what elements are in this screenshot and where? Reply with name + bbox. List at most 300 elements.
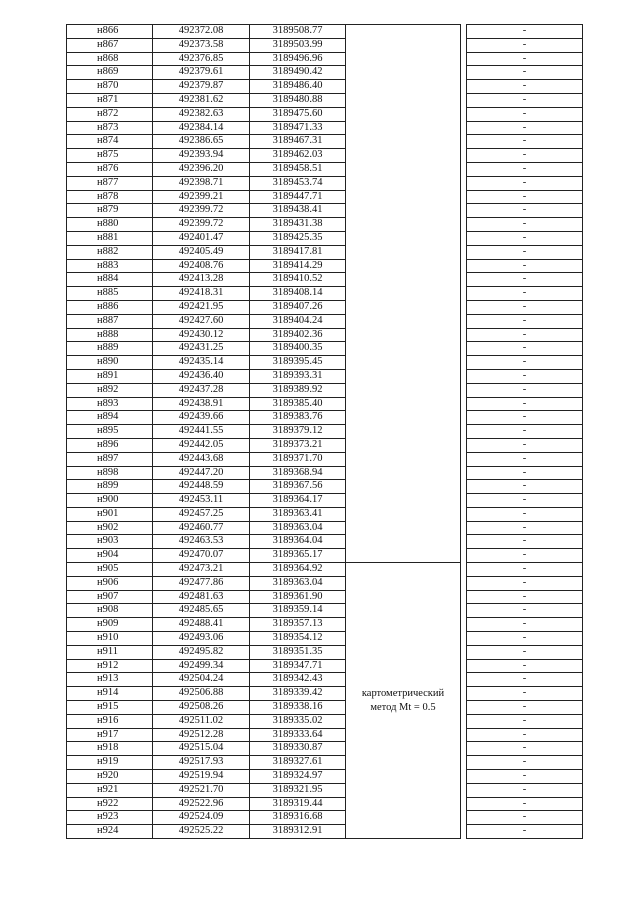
accuracy-dash-cell: - [467, 783, 583, 797]
y-coordinate-cell: 3189408.14 [250, 287, 346, 301]
table-row [67, 507, 583, 521]
y-coordinate-cell: 3189371.70 [250, 452, 346, 466]
y-coordinate-cell: 3189490.42 [250, 66, 346, 80]
y-coordinate-cell: 3189365.17 [250, 549, 346, 563]
table-row [67, 121, 583, 135]
point-number-cell: н885 [67, 287, 153, 301]
x-coordinate-cell: 492463.53 [153, 535, 250, 549]
table-row [67, 190, 583, 204]
table-row [67, 687, 583, 701]
y-coordinate-cell: 3189425.35 [250, 231, 346, 245]
accuracy-dash-cell: - [467, 535, 583, 549]
accuracy-dash-cell: - [467, 121, 583, 135]
point-number-cell: н912 [67, 659, 153, 673]
table-row [67, 673, 583, 687]
accuracy-dash-cell: - [467, 797, 583, 811]
table-row [67, 231, 583, 245]
x-coordinate-cell: 492453.11 [153, 494, 250, 508]
table-row [67, 797, 583, 811]
accuracy-dash-cell: - [467, 825, 583, 839]
y-coordinate-cell: 3189400.35 [250, 342, 346, 356]
x-coordinate-cell: 492485.65 [153, 604, 250, 618]
x-coordinate-cell: 492508.26 [153, 701, 250, 715]
y-coordinate-cell: 3189458.51 [250, 162, 346, 176]
x-coordinate-cell: 492477.86 [153, 576, 250, 590]
table-row [67, 742, 583, 756]
x-coordinate-cell: 492506.88 [153, 687, 250, 701]
accuracy-dash-cell: - [467, 742, 583, 756]
y-coordinate-cell: 3189359.14 [250, 604, 346, 618]
table-row [67, 549, 583, 563]
point-number-cell: н908 [67, 604, 153, 618]
point-number-cell: н896 [67, 438, 153, 452]
y-coordinate-cell: 3189467.31 [250, 135, 346, 149]
point-number-cell: н876 [67, 162, 153, 176]
y-coordinate-cell: 3189438.41 [250, 204, 346, 218]
y-coordinate-cell: 3189383.76 [250, 411, 346, 425]
y-coordinate-cell: 3189462.03 [250, 149, 346, 163]
accuracy-dash-cell: - [467, 618, 583, 632]
x-coordinate-cell: 492442.05 [153, 438, 250, 452]
accuracy-dash-cell: - [467, 632, 583, 646]
x-coordinate-cell: 492399.21 [153, 190, 250, 204]
table-row [67, 438, 583, 452]
table-row [67, 756, 583, 770]
y-coordinate-cell: 3189389.92 [250, 383, 346, 397]
point-number-cell: н913 [67, 673, 153, 687]
y-coordinate-cell: 3189503.99 [250, 38, 346, 52]
table-row [67, 563, 583, 577]
table-row [67, 162, 583, 176]
y-coordinate-cell: 3189373.21 [250, 438, 346, 452]
point-number-cell: н910 [67, 632, 153, 646]
table-row [67, 714, 583, 728]
y-coordinate-cell: 3189508.77 [250, 25, 346, 39]
x-coordinate-cell: 492382.63 [153, 107, 250, 121]
y-coordinate-cell: 3189385.40 [250, 397, 346, 411]
y-coordinate-cell: 3189321.95 [250, 783, 346, 797]
x-coordinate-cell: 492443.68 [153, 452, 250, 466]
point-number-cell: н904 [67, 549, 153, 563]
point-number-cell: н893 [67, 397, 153, 411]
y-coordinate-cell: 3189471.33 [250, 121, 346, 135]
coordinates-sheet [66, 24, 582, 839]
y-coordinate-cell: 3189404.24 [250, 314, 346, 328]
accuracy-dash-cell: - [467, 466, 583, 480]
x-coordinate-cell: 492436.40 [153, 369, 250, 383]
point-number-cell: н906 [67, 576, 153, 590]
y-coordinate-cell: 3189357.13 [250, 618, 346, 632]
x-coordinate-cell: 492457.25 [153, 507, 250, 521]
y-coordinate-cell: 3189410.52 [250, 273, 346, 287]
accuracy-dash-cell: - [467, 204, 583, 218]
point-number-cell: н868 [67, 52, 153, 66]
x-coordinate-cell: 492386.65 [153, 135, 250, 149]
table-row [67, 314, 583, 328]
point-number-cell: н875 [67, 149, 153, 163]
table-row [67, 176, 583, 190]
point-number-cell: н920 [67, 770, 153, 784]
point-number-cell: н884 [67, 273, 153, 287]
accuracy-dash-cell: - [467, 480, 583, 494]
point-number-cell: н869 [67, 66, 153, 80]
accuracy-dash-cell: - [467, 494, 583, 508]
x-coordinate-cell: 492504.24 [153, 673, 250, 687]
accuracy-dash-cell: - [467, 811, 583, 825]
table-row [67, 452, 583, 466]
x-coordinate-cell: 492460.77 [153, 521, 250, 535]
accuracy-dash-cell: - [467, 701, 583, 715]
table-row [67, 66, 583, 80]
y-coordinate-cell: 3189393.31 [250, 369, 346, 383]
y-coordinate-cell: 3189347.71 [250, 659, 346, 673]
accuracy-dash-cell: - [467, 438, 583, 452]
accuracy-dash-cell: - [467, 397, 583, 411]
x-coordinate-cell: 492525.22 [153, 825, 250, 839]
y-coordinate-cell: 3189367.56 [250, 480, 346, 494]
point-number-cell: н874 [67, 135, 153, 149]
accuracy-dash-cell: - [467, 300, 583, 314]
x-coordinate-cell: 492401.47 [153, 231, 250, 245]
x-coordinate-cell: 492379.61 [153, 66, 250, 80]
table-row [67, 356, 583, 370]
y-coordinate-cell: 3189402.36 [250, 328, 346, 342]
y-coordinate-cell: 3189333.64 [250, 728, 346, 742]
accuracy-dash-cell: - [467, 563, 583, 577]
accuracy-dash-cell: - [467, 411, 583, 425]
point-number-cell: н891 [67, 369, 153, 383]
x-coordinate-cell: 492512.28 [153, 728, 250, 742]
point-number-cell: н907 [67, 590, 153, 604]
point-number-cell: н873 [67, 121, 153, 135]
x-coordinate-cell: 492521.70 [153, 783, 250, 797]
accuracy-dash-cell: - [467, 425, 583, 439]
table-row [67, 480, 583, 494]
y-coordinate-cell: 3189364.92 [250, 563, 346, 577]
x-coordinate-cell: 492515.04 [153, 742, 250, 756]
x-coordinate-cell: 492376.85 [153, 52, 250, 66]
accuracy-dash-cell: - [467, 135, 583, 149]
table-row [67, 107, 583, 121]
accuracy-dash-cell: - [467, 369, 583, 383]
x-coordinate-cell: 492379.87 [153, 80, 250, 94]
table-row [67, 204, 583, 218]
accuracy-dash-cell: - [467, 176, 583, 190]
y-coordinate-cell: 3189361.90 [250, 590, 346, 604]
x-coordinate-cell: 492437.28 [153, 383, 250, 397]
accuracy-dash-cell: - [467, 107, 583, 121]
y-coordinate-cell: 3189407.26 [250, 300, 346, 314]
y-coordinate-cell: 3189414.29 [250, 259, 346, 273]
table-row [67, 38, 583, 52]
table-row [67, 604, 583, 618]
point-number-cell: н916 [67, 714, 153, 728]
y-coordinate-cell: 3189395.45 [250, 356, 346, 370]
y-coordinate-cell: 3189319.44 [250, 797, 346, 811]
point-number-cell: н881 [67, 231, 153, 245]
x-coordinate-cell: 492418.31 [153, 287, 250, 301]
table-row [67, 135, 583, 149]
y-coordinate-cell: 3189363.41 [250, 507, 346, 521]
point-number-cell: н909 [67, 618, 153, 632]
table-row [67, 93, 583, 107]
accuracy-dash-cell: - [467, 259, 583, 273]
accuracy-dash-cell: - [467, 231, 583, 245]
point-number-cell: н872 [67, 107, 153, 121]
table-row [67, 783, 583, 797]
point-number-cell: н879 [67, 204, 153, 218]
accuracy-dash-cell: - [467, 383, 583, 397]
table-row [67, 728, 583, 742]
table-row [67, 701, 583, 715]
y-coordinate-cell: 3189379.12 [250, 425, 346, 439]
point-number-cell: н899 [67, 480, 153, 494]
accuracy-dash-cell: - [467, 273, 583, 287]
y-coordinate-cell: 3189447.71 [250, 190, 346, 204]
table-row [67, 535, 583, 549]
x-coordinate-cell: 492522.96 [153, 797, 250, 811]
table-row [67, 52, 583, 66]
point-number-cell: н898 [67, 466, 153, 480]
x-coordinate-cell: 492438.91 [153, 397, 250, 411]
point-number-cell: н905 [67, 563, 153, 577]
y-coordinate-cell: 3189354.12 [250, 632, 346, 646]
y-coordinate-cell: 3189330.87 [250, 742, 346, 756]
accuracy-dash-cell: - [467, 328, 583, 342]
table-row [67, 425, 583, 439]
x-coordinate-cell: 492511.02 [153, 714, 250, 728]
y-coordinate-cell: 3189364.17 [250, 494, 346, 508]
x-coordinate-cell: 492517.93 [153, 756, 250, 770]
accuracy-dash-cell: - [467, 756, 583, 770]
accuracy-dash-cell: - [467, 162, 583, 176]
x-coordinate-cell: 492413.28 [153, 273, 250, 287]
table-row [67, 149, 583, 163]
x-coordinate-cell: 492481.63 [153, 590, 250, 604]
accuracy-dash-cell: - [467, 521, 583, 535]
x-coordinate-cell: 492473.21 [153, 563, 250, 577]
point-number-cell: н895 [67, 425, 153, 439]
x-coordinate-cell: 492439.66 [153, 411, 250, 425]
table-row [67, 825, 583, 839]
x-coordinate-cell: 492372.08 [153, 25, 250, 39]
y-coordinate-cell: 3189338.16 [250, 701, 346, 715]
point-number-cell: н897 [67, 452, 153, 466]
y-coordinate-cell: 3189312.91 [250, 825, 346, 839]
table-row [67, 590, 583, 604]
point-number-cell: н890 [67, 356, 153, 370]
x-coordinate-cell: 492384.14 [153, 121, 250, 135]
accuracy-dash-cell: - [467, 673, 583, 687]
table-row [67, 342, 583, 356]
y-coordinate-cell: 3189453.74 [250, 176, 346, 190]
accuracy-dash-cell: - [467, 38, 583, 52]
accuracy-dash-cell: - [467, 93, 583, 107]
point-number-cell: н921 [67, 783, 153, 797]
x-coordinate-cell: 492488.41 [153, 618, 250, 632]
point-number-cell: н878 [67, 190, 153, 204]
accuracy-dash-cell: - [467, 80, 583, 94]
table-row [67, 369, 583, 383]
table-row [67, 770, 583, 784]
x-coordinate-cell: 492396.20 [153, 162, 250, 176]
point-number-cell: н883 [67, 259, 153, 273]
table-row [67, 494, 583, 508]
table-row [67, 618, 583, 632]
accuracy-dash-cell: - [467, 549, 583, 563]
table-row [67, 218, 583, 232]
y-coordinate-cell: 3189368.94 [250, 466, 346, 480]
point-number-cell: н892 [67, 383, 153, 397]
y-coordinate-cell: 3189363.04 [250, 521, 346, 535]
point-number-cell: н889 [67, 342, 153, 356]
method-line-1: картометрический [361, 687, 445, 699]
point-number-cell: н919 [67, 756, 153, 770]
accuracy-dash-cell: - [467, 356, 583, 370]
accuracy-dash-cell: - [467, 604, 583, 618]
y-coordinate-cell: 3189480.88 [250, 93, 346, 107]
table-row [67, 466, 583, 480]
point-number-cell: н918 [67, 742, 153, 756]
table-row [67, 383, 583, 397]
point-number-cell: н887 [67, 314, 153, 328]
point-number-cell: н915 [67, 701, 153, 715]
coordinates-table [66, 24, 583, 839]
x-coordinate-cell: 492393.94 [153, 149, 250, 163]
y-coordinate-cell: 3189417.81 [250, 245, 346, 259]
point-number-cell: н866 [67, 25, 153, 39]
y-coordinate-cell: 3189351.35 [250, 645, 346, 659]
method-cell [346, 563, 461, 839]
table-row [67, 273, 583, 287]
point-number-cell: н923 [67, 811, 153, 825]
x-coordinate-cell: 492441.55 [153, 425, 250, 439]
point-number-cell: н900 [67, 494, 153, 508]
point-number-cell: н917 [67, 728, 153, 742]
table-row [67, 259, 583, 273]
y-coordinate-cell: 3189316.68 [250, 811, 346, 825]
table-row [67, 411, 583, 425]
accuracy-dash-cell: - [467, 576, 583, 590]
table-row [67, 80, 583, 94]
accuracy-dash-cell: - [467, 507, 583, 521]
table-row [67, 576, 583, 590]
accuracy-dash-cell: - [467, 687, 583, 701]
point-number-cell: н870 [67, 80, 153, 94]
accuracy-dash-cell: - [467, 245, 583, 259]
accuracy-dash-cell: - [467, 590, 583, 604]
table-row [67, 245, 583, 259]
accuracy-dash-cell: - [467, 645, 583, 659]
x-coordinate-cell: 492398.71 [153, 176, 250, 190]
point-number-cell: н911 [67, 645, 153, 659]
x-coordinate-cell: 492430.12 [153, 328, 250, 342]
table-row [67, 811, 583, 825]
table-row [67, 397, 583, 411]
y-coordinate-cell: 3189364.04 [250, 535, 346, 549]
x-coordinate-cell: 492435.14 [153, 356, 250, 370]
accuracy-dash-cell: - [467, 218, 583, 232]
accuracy-dash-cell: - [467, 714, 583, 728]
point-number-cell: н924 [67, 825, 153, 839]
point-number-cell: н877 [67, 176, 153, 190]
point-number-cell: н894 [67, 411, 153, 425]
table-row [67, 300, 583, 314]
y-coordinate-cell: 3189363.04 [250, 576, 346, 590]
x-coordinate-cell: 492524.09 [153, 811, 250, 825]
x-coordinate-cell: 492470.07 [153, 549, 250, 563]
x-coordinate-cell: 492399.72 [153, 218, 250, 232]
table-row [67, 521, 583, 535]
point-number-cell: н902 [67, 521, 153, 535]
point-number-cell: н867 [67, 38, 153, 52]
y-coordinate-cell: 3189496.96 [250, 52, 346, 66]
x-coordinate-cell: 492399.72 [153, 204, 250, 218]
x-coordinate-cell: 492373.58 [153, 38, 250, 52]
accuracy-dash-cell: - [467, 342, 583, 356]
accuracy-dash-cell: - [467, 149, 583, 163]
accuracy-dash-cell: - [467, 314, 583, 328]
table-row [67, 645, 583, 659]
accuracy-dash-cell: - [467, 452, 583, 466]
point-number-cell: н922 [67, 797, 153, 811]
point-number-cell: н903 [67, 535, 153, 549]
y-coordinate-cell: 3189339.42 [250, 687, 346, 701]
y-coordinate-cell: 3189431.38 [250, 218, 346, 232]
x-coordinate-cell: 492427.60 [153, 314, 250, 328]
x-coordinate-cell: 492421.95 [153, 300, 250, 314]
table-row [67, 287, 583, 301]
accuracy-dash-cell: - [467, 190, 583, 204]
accuracy-dash-cell: - [467, 728, 583, 742]
point-number-cell: н882 [67, 245, 153, 259]
point-number-cell: н880 [67, 218, 153, 232]
table-row [67, 659, 583, 673]
method-cell-empty [346, 25, 461, 563]
x-coordinate-cell: 492447.20 [153, 466, 250, 480]
x-coordinate-cell: 492405.49 [153, 245, 250, 259]
x-coordinate-cell: 492519.94 [153, 770, 250, 784]
table-row [67, 328, 583, 342]
point-number-cell: н901 [67, 507, 153, 521]
point-number-cell: н888 [67, 328, 153, 342]
y-coordinate-cell: 3189475.60 [250, 107, 346, 121]
y-coordinate-cell: 3189324.97 [250, 770, 346, 784]
y-coordinate-cell: 3189327.61 [250, 756, 346, 770]
method-line-2: метод Mt = 0.5 [370, 701, 436, 713]
x-coordinate-cell: 492408.76 [153, 259, 250, 273]
coordinates-table-body [67, 25, 583, 839]
point-number-cell: н886 [67, 300, 153, 314]
accuracy-dash-cell: - [467, 287, 583, 301]
x-coordinate-cell: 492499.34 [153, 659, 250, 673]
accuracy-dash-cell: - [467, 25, 583, 39]
table-row [67, 632, 583, 646]
accuracy-dash-cell: - [467, 770, 583, 784]
y-coordinate-cell: 3189335.02 [250, 714, 346, 728]
point-number-cell: н871 [67, 93, 153, 107]
x-coordinate-cell: 492493.06 [153, 632, 250, 646]
accuracy-dash-cell: - [467, 66, 583, 80]
x-coordinate-cell: 492381.62 [153, 93, 250, 107]
x-coordinate-cell: 492431.25 [153, 342, 250, 356]
accuracy-dash-cell: - [467, 659, 583, 673]
x-coordinate-cell: 492495.82 [153, 645, 250, 659]
table-row [67, 25, 583, 39]
y-coordinate-cell: 3189342.43 [250, 673, 346, 687]
y-coordinate-cell: 3189486.40 [250, 80, 346, 94]
accuracy-dash-cell: - [467, 52, 583, 66]
